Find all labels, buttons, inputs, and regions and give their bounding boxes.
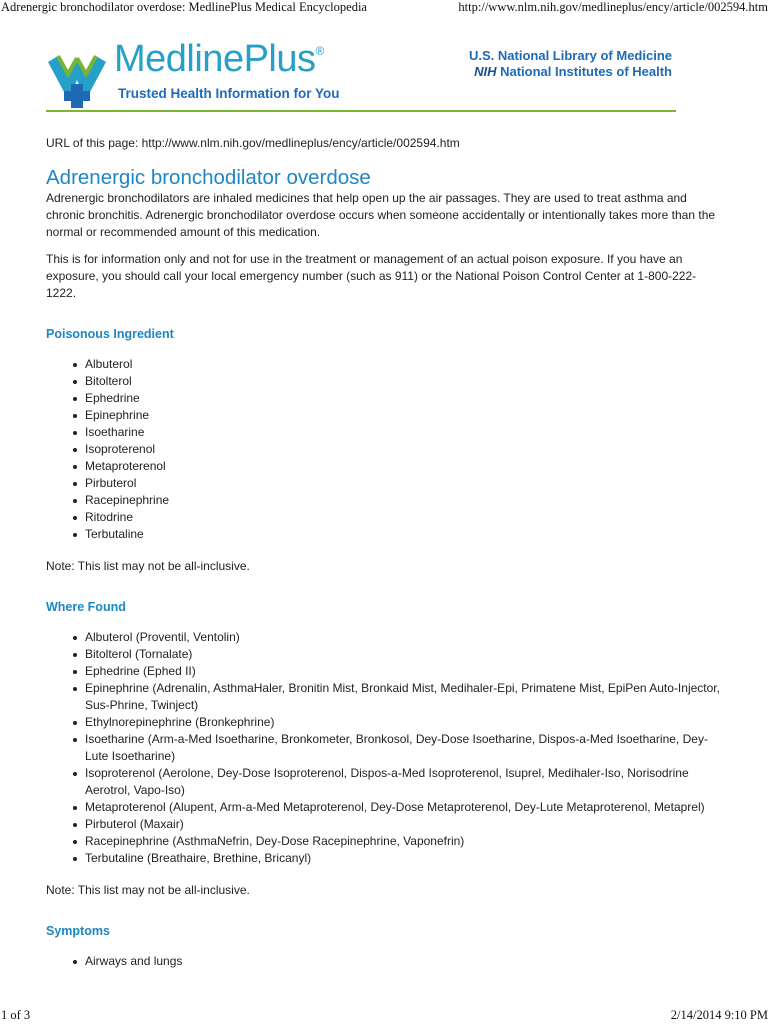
- print-datetime: 2/14/2014 9:10 PM: [670, 1008, 768, 1022]
- nlm-link[interactable]: U.S. National Library of Medicine: [469, 48, 672, 63]
- section-heading-symptoms: Symptoms: [46, 924, 110, 938]
- site-wordmark: MedlinePlus®: [114, 38, 324, 80]
- list-item: Isoproterenol (Aerolone, Dey-Dose Isoproterenol, Dispos-a-Med Isoproterenol, Isuprel, Medihaler-Iso, Norisodrine Aerotrol, Vapo-Iso): [85, 765, 726, 799]
- list-item: Terbutaline: [85, 526, 726, 543]
- nih-link[interactable]: [469, 64, 672, 80]
- list-item: Metaproterenol: [85, 458, 726, 475]
- page-title: Adrenergic bronchodilator overdose: [46, 166, 371, 189]
- intro-paragraph: Adrenergic bronchodilators are inhaled medicines that help open up the air passages. They are used to treat asthma and chronic bronchitis. Adrenergic bronchodilator overdose occurs when someone accidentally or intentionally takes more than the normal or recommended amount of this medication.: [46, 191, 716, 239]
- list-item: Racepinephrine: [85, 492, 726, 509]
- list-item: Pirbuterol (Maxair): [85, 816, 726, 833]
- section-heading-where-found: Where Found: [46, 600, 126, 614]
- list-item: Metaproterenol (Alupent, Arm-a-Med Metaproterenol, Dey-Dose Metaproterenol, Dey-Lute Metaproterenol, Metaprel): [85, 799, 726, 816]
- ingredient-note: Note: This list may not be all-inclusive.: [46, 559, 250, 573]
- list-item: Terbutaline (Breathaire, Brethine, Bricanyl): [85, 850, 726, 867]
- registered-mark: ®: [315, 44, 324, 58]
- site-tagline: Trusted Health Information for You: [118, 86, 340, 101]
- header-divider: [46, 110, 676, 112]
- article: [46, 135, 726, 985]
- list-item: Bitolterol (Tornalate): [85, 646, 726, 663]
- disclaimer-paragraph: This is for information only and not for use in the treatment or management of an actual poison exposure. If you have an exposure, you should call your local emergency number (such as 911) or the National Poison Control Center at 1-800-222-1222.: [46, 252, 697, 300]
- section-heading-poisonous-ingredient: Poisonous Ingredient: [46, 327, 174, 341]
- nlm-nih-links[interactable]: [469, 48, 672, 80]
- list-item: Isoetharine (Arm-a-Med Isoetharine, Bronkometer, Bronkosol, Dey-Dose Isoetharine, Dispos-a-Med Isoetharine, Dey-Lute Isoetharine): [85, 731, 726, 765]
- list-item: Isoproterenol: [85, 441, 726, 458]
- where-found-list: [46, 629, 726, 867]
- print-header-url: http://www.nlm.nih.gov/medlineplus/ency/article/002594.htm: [458, 0, 768, 14]
- list-item: Albuterol: [85, 356, 726, 373]
- page-count: 1 of 3: [1, 1008, 31, 1022]
- list-item: Ephedrine: [85, 390, 726, 407]
- medlineplus-logo-icon: [46, 48, 108, 108]
- list-item: Albuterol (Proventil, Ventolin): [85, 629, 726, 646]
- nih-name: National Institutes of Health: [500, 64, 672, 79]
- print-footer: [0, 1008, 768, 1024]
- list-item: Ethylnorepinephrine (Bronkephrine): [85, 714, 726, 731]
- list-item: Ephedrine (Ephed II): [85, 663, 726, 680]
- where-found-note: Note: This list may not be all-inclusive.: [46, 883, 250, 897]
- nih-abbrev: NIH: [474, 64, 497, 79]
- ingredient-list: [46, 356, 726, 543]
- list-item: Airways and lungs: [85, 953, 726, 970]
- list-item: Isoetharine: [85, 424, 726, 441]
- page-url-line: URL of this page: http://www.nlm.nih.gov/medlineplus/ency/article/002594.htm: [46, 136, 460, 150]
- print-header-title: Adrenergic bronchodilator overdose: MedlinePlus Medical Encyclopedia: [1, 0, 367, 14]
- symptoms-list: [46, 953, 726, 970]
- print-header: [0, 0, 768, 18]
- list-item: Bitolterol: [85, 373, 726, 390]
- list-item: Epinephrine: [85, 407, 726, 424]
- list-item: Epinephrine (Adrenalin, AsthmaHaler, Bronitin Mist, Bronkaid Mist, Medihaler-Epi, Primatene Mist, EpiPen Auto-Injector, Sus-Phrine, Twinject): [85, 680, 726, 714]
- list-item: Ritodrine: [85, 509, 726, 526]
- list-item: Racepinephrine (AsthmaNefrin, Dey-Dose Racepinephrine, Vaponefrin): [85, 833, 726, 850]
- list-item: Pirbuterol: [85, 475, 726, 492]
